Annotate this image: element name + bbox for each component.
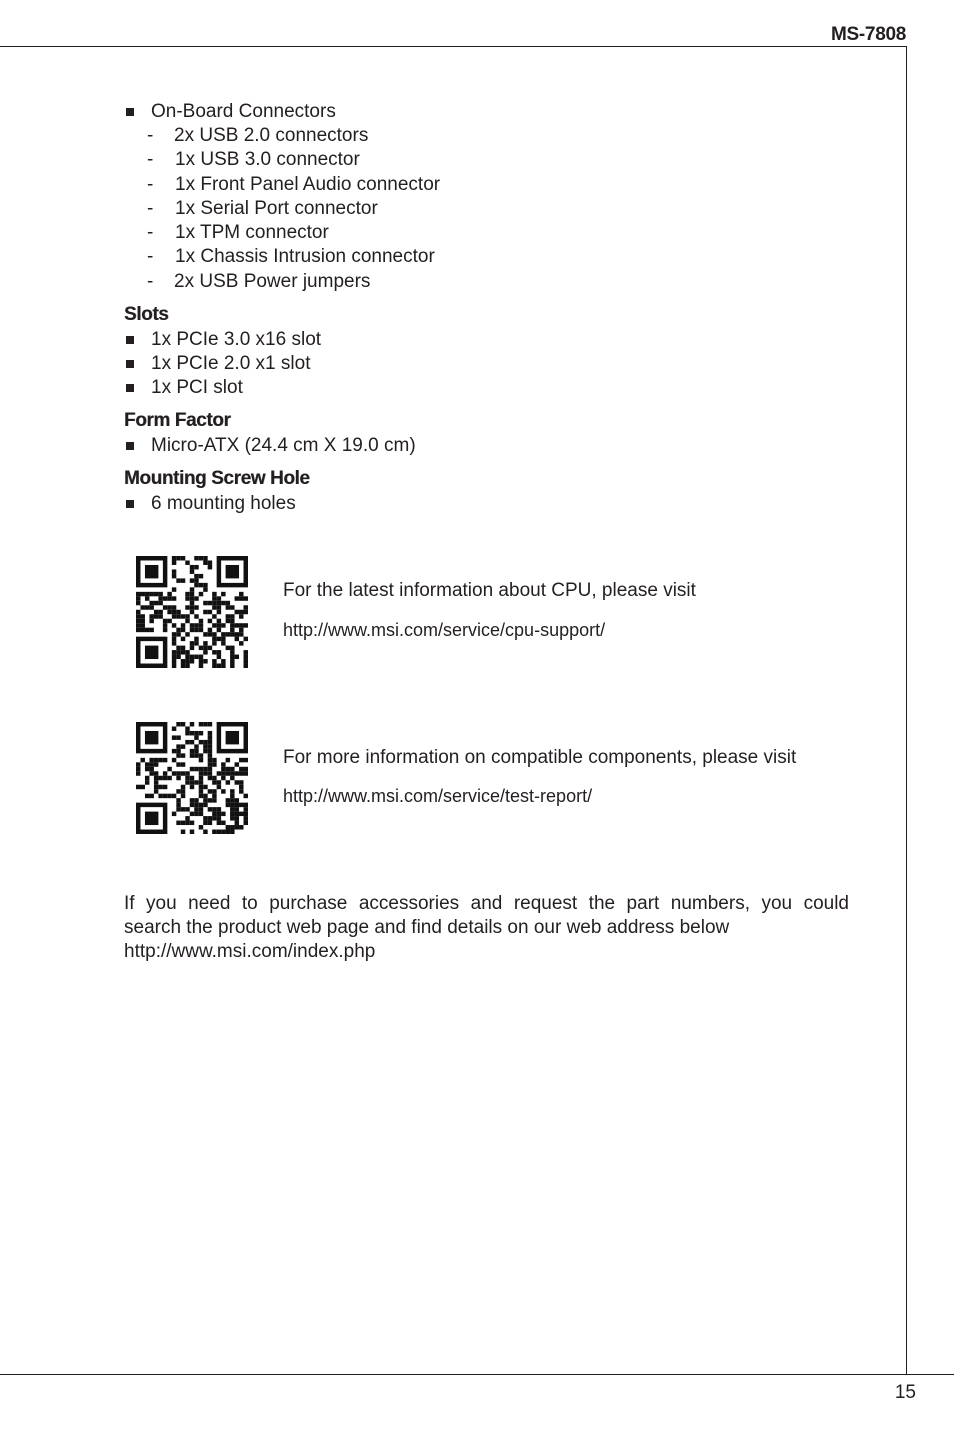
note-line: If you need to purchase accessories and request the part numbers, you could: [124, 893, 849, 914]
bullet-dash: -: [147, 174, 154, 195]
slots-heading: Slots: [124, 304, 169, 325]
header-rule: [0, 46, 907, 47]
side-rule: [906, 46, 907, 1375]
connector-item: 1x TPM connector: [175, 222, 329, 243]
bullet-square: [126, 384, 134, 392]
slot-item: 1x PCIe 2.0 x1 slot: [151, 353, 311, 374]
qr-code-icon: [135, 556, 249, 668]
model-number: MS-7808: [831, 24, 906, 45]
bullet-dash: -: [147, 198, 154, 219]
test-report-link[interactable]: http://www.msi.com/service/test-report/: [283, 786, 593, 806]
connector-item: 2x USB Power jumpers: [174, 271, 371, 292]
connector-item: 1x Serial Port connector: [175, 198, 378, 219]
page-number: 15: [894, 1382, 916, 1403]
mounting-item: 6 mounting holes: [151, 493, 296, 514]
connector-item: 1x Front Panel Audio connector: [175, 174, 441, 195]
connectors-title: On-Board Connectors: [151, 101, 336, 122]
note-line: search the product web page and find details on our web address below: [124, 917, 730, 938]
bullet-dash: -: [147, 222, 154, 243]
components-info-text: For more information on compatible components, please visit: [283, 747, 797, 768]
bullet-square: [126, 360, 134, 368]
connector-item: 1x Chassis Intrusion connector: [175, 246, 435, 267]
connector-item: 2x USB 2.0 connectors: [174, 125, 369, 146]
bullet-dash: -: [147, 246, 154, 267]
connector-item: 1x USB 3.0 connector: [175, 149, 360, 170]
bullet-dash: -: [147, 271, 154, 292]
mounting-heading: Mounting Screw Hole: [124, 468, 310, 489]
qr-code-icon: [135, 722, 249, 834]
slot-item: 1x PCI slot: [151, 377, 243, 398]
cpu-info-text: For the latest information about CPU, please visit: [283, 580, 696, 601]
bullet-dash: -: [147, 125, 154, 146]
slot-item: 1x PCIe 3.0 x16 slot: [151, 329, 322, 350]
form-factor-heading: Form Factor: [124, 410, 231, 431]
form-factor-item: Micro-ATX (24.4 cm X 19.0 cm): [151, 435, 416, 456]
bullet-square: [126, 500, 134, 508]
bullet-square: [126, 442, 134, 450]
accessories-note: [124, 892, 849, 964]
bullet-square: [126, 108, 134, 116]
bullet-square: [126, 336, 134, 344]
cpu-support-link[interactable]: http://www.msi.com/service/cpu-support/: [283, 620, 606, 640]
footer-rule: [0, 1374, 954, 1375]
index-link[interactable]: http://www.msi.com/index.php: [124, 941, 376, 962]
bullet-dash: -: [147, 149, 154, 170]
